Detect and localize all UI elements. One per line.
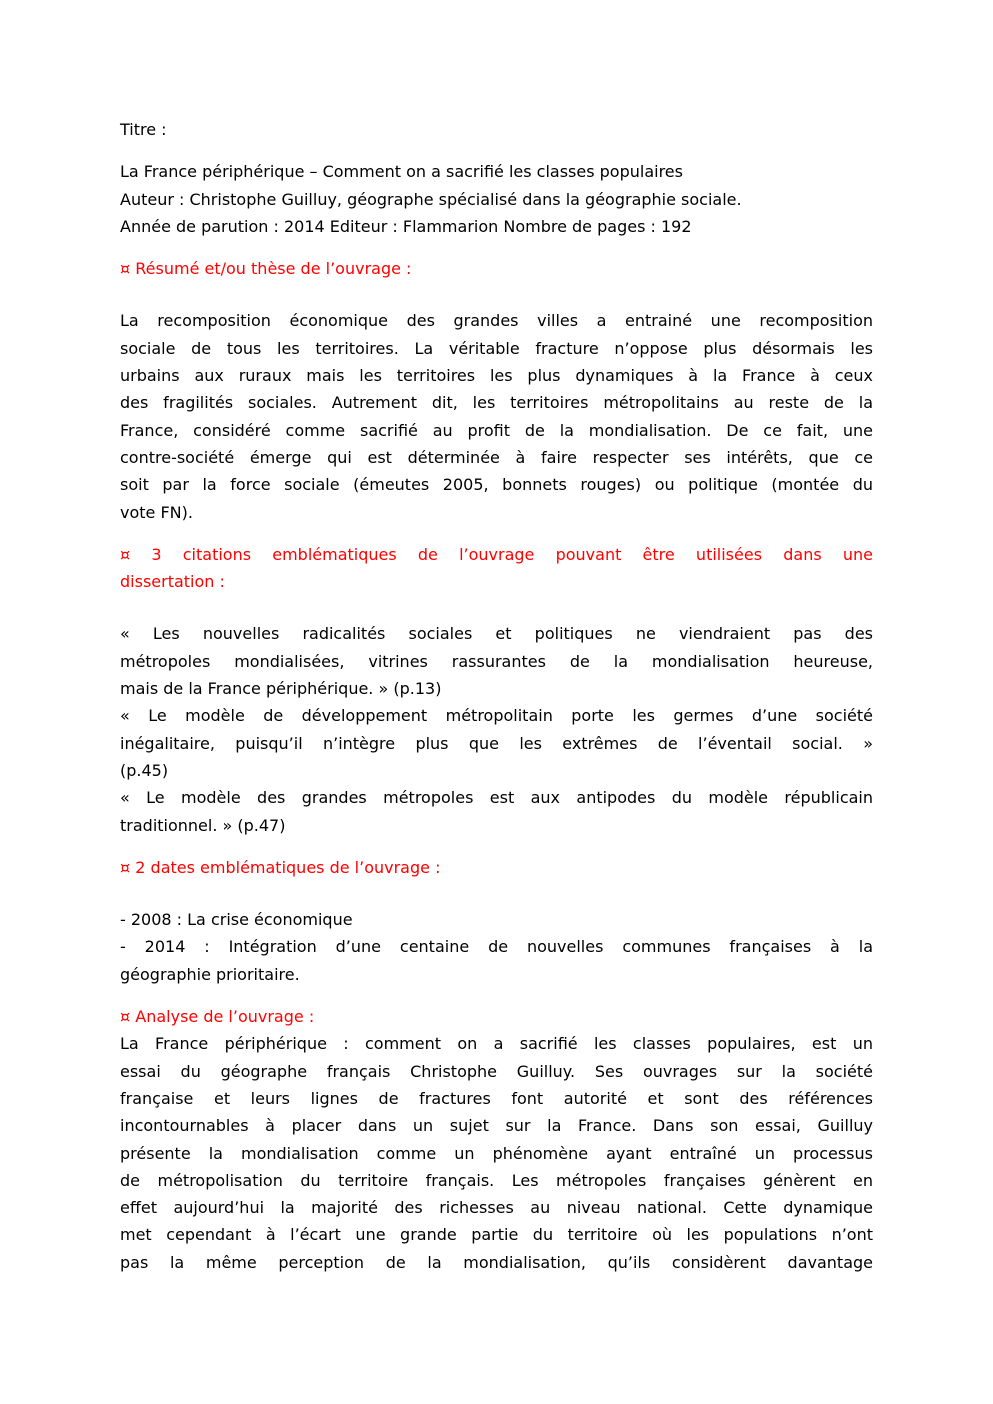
text-line: Titre : bbox=[120, 120, 167, 139]
text-line: pas la même perception de la mondialisation, qu’ils considèrent davantage bbox=[120, 1252, 873, 1272]
citations-paragraph bbox=[120, 620, 873, 838]
section-heading-analyse bbox=[120, 1003, 873, 1030]
text-line: « Le modèle des grandes métropoles est aux antipodes du modèle républicain bbox=[120, 788, 873, 808]
text-line: vote FN). bbox=[120, 502, 193, 522]
text-line: traditionnel. » (p.47) bbox=[120, 815, 286, 835]
text-line: - 2014 : Intégration d’une centaine de nouvelles communes françaises à la bbox=[120, 937, 873, 957]
text-line: La recomposition économique des grandes villes a entrainé une recomposition bbox=[120, 311, 873, 331]
text-line: « Les nouvelles radicalités sociales et politiques ne viendraient pas des bbox=[120, 624, 873, 644]
heading-line: ¤ Résumé et/ou thèse de l’ouvrage : bbox=[120, 259, 412, 279]
text-line: présente la mondialisation comme un phénomène ayant entraîné un processus bbox=[120, 1143, 873, 1163]
resume-paragraph bbox=[120, 307, 873, 525]
text-line: Année de parution : 2014 Editeur : Flammarion Nombre de pages : 192 bbox=[120, 216, 692, 236]
heading-line: dissertation : bbox=[120, 572, 225, 592]
text-line: « Le modèle de développement métropolitain porte les germes d’une société bbox=[120, 706, 873, 726]
text-line: des fragilités sociales. Autrement dit, les territoires métropolitains au reste de la bbox=[120, 393, 873, 413]
text-line: contre-société émerge qui est déterminée à faire respecter ses intérêts, que ce bbox=[120, 447, 873, 467]
text-line: soit par la force sociale (émeutes 2005, bonnets rouges) ou politique (montée du bbox=[120, 475, 873, 495]
text-line: urbains aux ruraux mais les territoires les plus dynamiques à la France à ceux bbox=[120, 366, 873, 386]
text-line: métropoles mondialisées, vitrines rassurantes de la mondialisation heureuse, bbox=[120, 651, 873, 671]
text-line: essai du géographe français Christophe Guilluy. Ses ouvrages sur la société bbox=[120, 1061, 873, 1081]
section-heading-dates bbox=[120, 854, 873, 881]
text-line: (p.45) bbox=[120, 760, 169, 780]
text-line: sociale de tous les territoires. La véritable fracture n’oppose plus désormais les bbox=[120, 338, 873, 358]
text-line: Auteur : Christophe Guilluy, géographe spécialisé dans la géographie sociale. bbox=[120, 189, 742, 209]
text-line: - 2008 : La crise économique bbox=[120, 910, 353, 930]
dates-paragraph bbox=[120, 906, 873, 988]
section-heading-resume bbox=[120, 255, 873, 282]
text-line: française et leurs lignes de fractures font autorité et sont des références bbox=[120, 1088, 873, 1108]
text-line: La France périphérique : comment on a sacrifié les classes populaires, est un bbox=[120, 1034, 873, 1054]
text-line: de métropolisation du territoire français. Les métropoles françaises génèrent en bbox=[120, 1170, 873, 1190]
text-line: mais de la France périphérique. » (p.13) bbox=[120, 679, 442, 699]
book-meta-block bbox=[120, 158, 873, 240]
title-label-block bbox=[120, 116, 873, 143]
text-line: met cependant à l’écart une grande partie du territoire où les populations n’ont bbox=[120, 1225, 873, 1245]
heading-line: ¤ 2 dates emblématiques de l’ouvrage : bbox=[120, 857, 441, 877]
heading-line: ¤ Analyse de l’ouvrage : bbox=[120, 1007, 315, 1027]
text-line: inégalitaire, puisqu’il n’intègre plus que les extrêmes de l’éventail social. » bbox=[120, 733, 873, 753]
heading-line: ¤ 3 citations emblématiques de l’ouvrage pouvant être utilisées dans une bbox=[120, 544, 873, 564]
text-line: effet aujourd’hui la majorité des richesses au niveau national. Cette dynamique bbox=[120, 1198, 873, 1218]
section-heading-citations bbox=[120, 541, 873, 596]
text-line: La France périphérique – Comment on a sacrifié les classes populaires bbox=[120, 162, 683, 182]
analyse-paragraph bbox=[120, 1030, 873, 1276]
text-line: géographie prioritaire. bbox=[120, 964, 300, 984]
text-line: France, considéré comme sacrifié au profit de la mondialisation. De ce fait, une bbox=[120, 420, 873, 440]
text-line: incontournables à placer dans un sujet sur la France. Dans son essai, Guilluy bbox=[120, 1116, 873, 1136]
